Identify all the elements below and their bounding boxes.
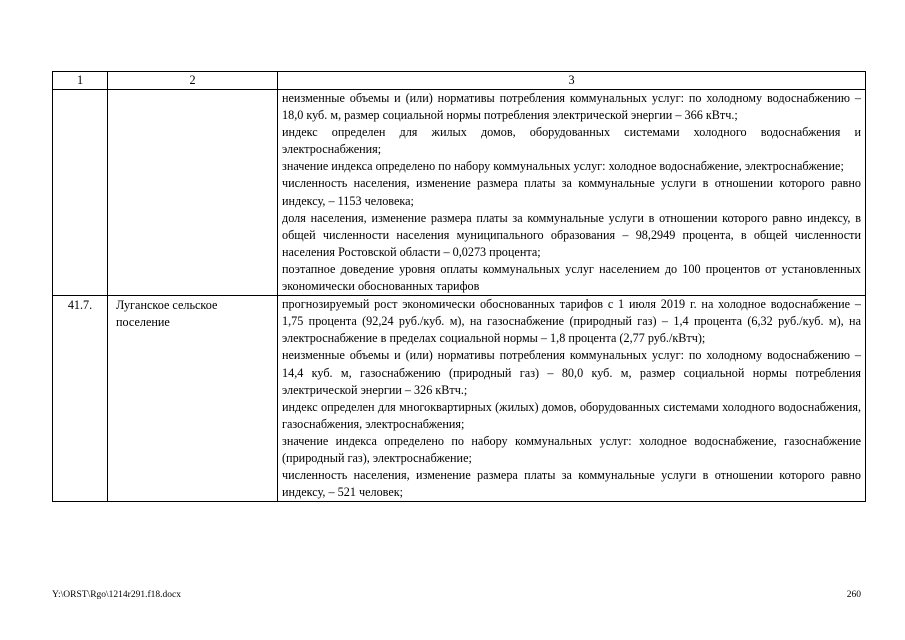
footer-file-path: Y:\ORST\Rgo\1214r291.f18.docx xyxy=(52,590,181,600)
conditions-paragraph: поэтапное доведение уровня оплаты коммунальных услуг населением до 100 процентов от установленных экономически обоснованных тарифов xyxy=(282,261,861,294)
conditions-cell xyxy=(278,90,866,296)
column-header-3: 3 xyxy=(278,72,866,90)
table-header-row xyxy=(53,72,866,90)
conditions-paragraph: индекс определен для многоквартирных (жилых) домов, оборудованных системами холодного водоснабжения, газоснабжения, электроснабжения; xyxy=(282,399,861,431)
tariff-index-table xyxy=(52,71,866,502)
conditions-paragraph: неизменные объемы и (или) нормативы потребления коммунальных услуг: по холодному водоснабжению – 14,4 куб. м, газоснабжению (природный газ) – 80,0 куб. м, размер социальной нормы потребления электрической энергии – 326 кВтч.; xyxy=(282,348,861,397)
conditions-paragraph: неизменные объемы и (или) нормативы потребления коммунальных услуг: по холодному водоснабжению – 18,0 куб. м, размер социальной нормы потребления электрической энергии – 366 кВтч.; xyxy=(282,91,861,123)
column-header-2: 2 xyxy=(108,72,278,90)
conditions-paragraph: доля населения, изменение размера платы за коммунальные услуги в отношении которого равно индексу, в общей численности населения муниципального образования – 98,2949 процента, в общей численности населения Ростовской области – 0,0273 процента; xyxy=(282,210,861,259)
row-number-cell xyxy=(53,90,108,296)
conditions-cell xyxy=(278,296,866,502)
settlement-name-cell xyxy=(108,90,278,296)
conditions-paragraph: значение индекса определено по набору коммунальных услуг: холодное водоснабжение, электроснабжение; xyxy=(282,159,844,174)
table-row-continuation xyxy=(53,90,866,296)
row-number-cell: 41.7. xyxy=(53,296,108,502)
conditions-paragraph: численность населения, изменение размера платы за коммунальные услуги в отношении которого равно индексу, – 521 человек; xyxy=(282,468,861,500)
settlement-name-cell: Луганское сельское поселение xyxy=(108,296,278,502)
footer-page-number: 260 xyxy=(846,590,861,600)
table-row-41-7 xyxy=(53,296,866,502)
column-header-1: 1 xyxy=(53,72,108,90)
conditions-paragraph: индекс определен для жилых домов, оборудованных системами холодного водоснабжения и электроснабжения; xyxy=(282,125,861,157)
conditions-paragraph: прогнозируемый рост экономически обоснованных тарифов с 1 июля 2019 г. на холодное водоснабжение – 1,75 процента (92,24 руб./куб. м), на газоснабжение (природный газ) – 1,4 процента (6,32 руб./куб. м), на электроснабжение в пределах социальной нормы – 1,8 процента (2,77 руб./кВтч); xyxy=(282,297,861,346)
conditions-paragraph: значение индекса определено по набору коммунальных услуг: холодное водоснабжение, газоснабжение (природный газ), электроснабжение; xyxy=(282,433,861,465)
conditions-paragraph: численность населения, изменение размера платы за коммунальные услуги в отношении которого равно индексу, – 1153 человека; xyxy=(282,176,861,208)
